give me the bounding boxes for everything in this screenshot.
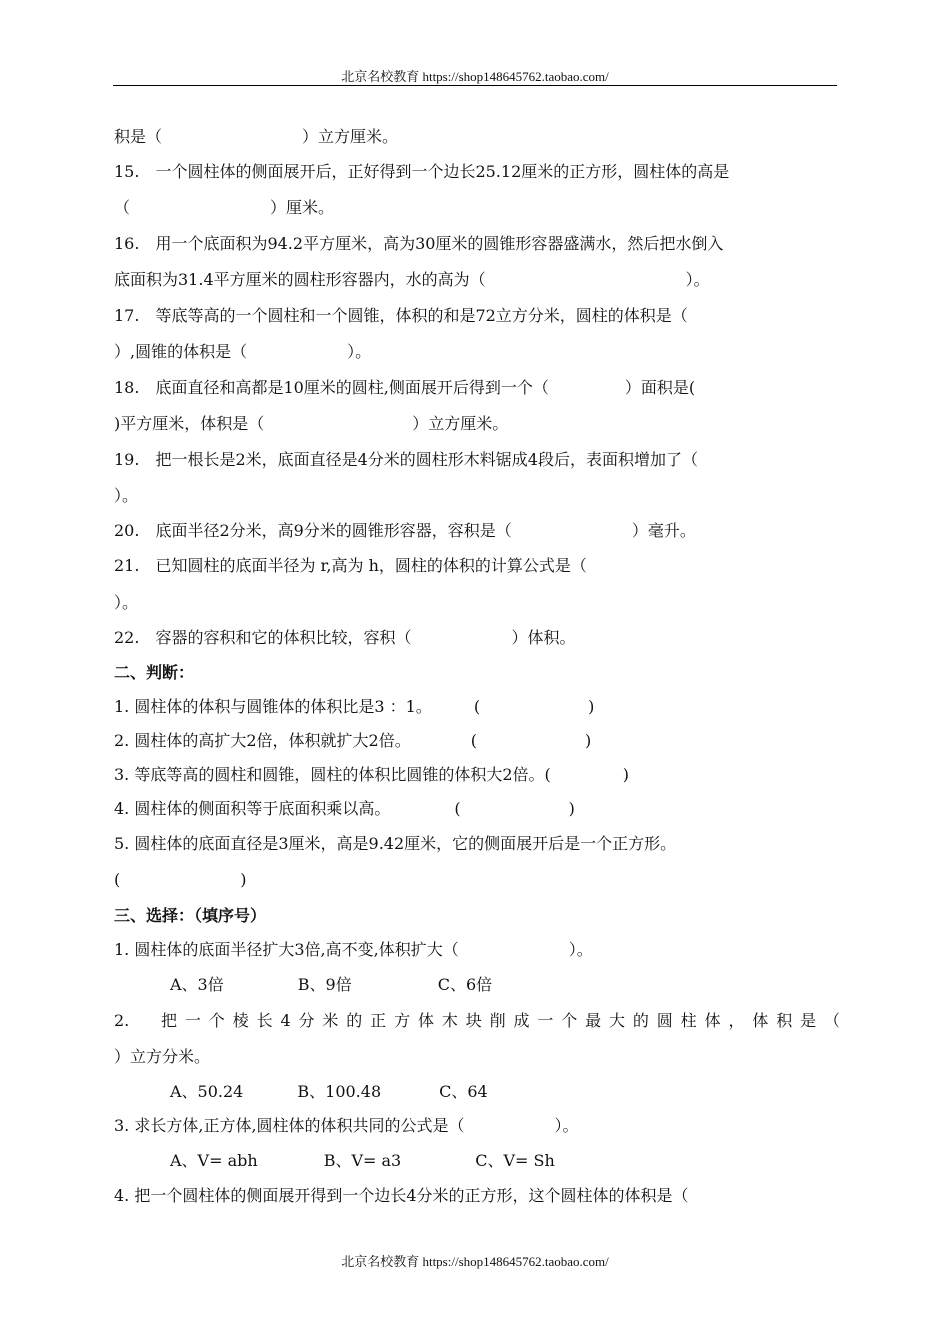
- judge-5-text: 5. 圆柱体的底面直径是3厘米，高是9.42厘米，它的侧面展开后是一个正方形。: [114, 834, 677, 853]
- judge-4-text: 4. 圆柱体的侧面积等于底面积乘以高。: [114, 799, 391, 818]
- choice-3-options: [170, 1151, 896, 1171]
- paren-close: ): [240, 870, 247, 889]
- choice-4-text: 4. 把一个圆柱体的侧面展开得到一个边长4分米的正方形，这个圆柱体的体积是（: [114, 1186, 689, 1205]
- question-17-line2: [114, 342, 840, 362]
- choice-3: [114, 1116, 840, 1136]
- q15-open: （: [114, 198, 131, 217]
- question-20: [114, 521, 840, 541]
- q18-text-b: ）面积是(: [624, 378, 696, 397]
- q15-end: ）厘米。: [270, 198, 335, 217]
- choice-1-options: [170, 975, 896, 995]
- judge-2-text: 2. 圆柱体的高扩大2倍，体积就扩大2倍。: [114, 731, 411, 750]
- paren-open: (: [470, 731, 477, 750]
- q21-end: ）。: [114, 593, 139, 612]
- choice-2-text: 2. 把一个棱长4分米的正方体木块削成一个最大的圆柱体，体积是（: [114, 1011, 840, 1030]
- q17-text2: ）,圆锥的体积是（: [114, 342, 248, 361]
- question-17: [114, 306, 840, 326]
- question-18: [114, 378, 840, 398]
- judge-5-blank-line: [114, 870, 840, 890]
- q17-text: 17. 等底等高的一个圆柱和一个圆锥，体积的和是72立方分米，圆柱的体积是（: [114, 306, 688, 325]
- header-rule: [113, 85, 837, 86]
- q14-end: ）立方厘米。: [302, 127, 399, 146]
- option-b: B、100.48: [297, 1082, 382, 1101]
- paren-close: ): [568, 799, 575, 818]
- paren-open: (: [114, 870, 121, 889]
- option-c: C、V= Sh: [475, 1151, 555, 1170]
- judge-1: [114, 697, 840, 717]
- option-c: C、6倍: [437, 975, 493, 994]
- choice-2-end: ）立方分米。: [114, 1047, 211, 1066]
- q22-text: 22. 容器的容积和它的体积比较，容积（: [114, 628, 412, 647]
- choice-1-text: 1. 圆柱体的底面半径扩大3倍,高不变,体积扩大（: [114, 940, 459, 959]
- judge-5: [114, 834, 840, 854]
- q16-text2: 底面积为31.4平方厘米的圆柱形容器内，水的高为（: [114, 270, 486, 289]
- section-judge-title: 二、判断：: [114, 663, 195, 682]
- choice-1: [114, 940, 840, 960]
- q20-text: 20. 底面半径2分米，高9分米的圆锥形容器，容积是（: [114, 521, 512, 540]
- q15-text: 15. 一个圆柱体的侧面展开后，正好得到一个边长25.12厘米的正方形，圆柱体的高是: [114, 162, 730, 181]
- page-header: 北京名校教育 https://shop148645762.taobao.com/: [341, 69, 609, 84]
- judge-2: [114, 731, 840, 751]
- q14-text: 积是（: [114, 127, 163, 146]
- q20-end: ）毫升。: [631, 521, 696, 540]
- option-a: A、3倍: [170, 975, 224, 994]
- choice-2: [114, 1011, 840, 1031]
- choice-2-line2: [114, 1047, 840, 1067]
- paren-close: ): [588, 697, 595, 716]
- option-b: B、V= a3: [323, 1151, 402, 1170]
- section-choice-title: 三、选择：（填序号）: [114, 906, 267, 925]
- option-a: A、50.24: [170, 1082, 244, 1101]
- choice-1-end: ）。: [568, 940, 593, 959]
- question-16-line2: [114, 270, 840, 290]
- q16-end: ）。: [685, 270, 710, 289]
- q19-text: 19. 把一根长是2米，底面直径是4分米的圆柱形木料锯成4段后，表面积增加了（: [114, 450, 698, 469]
- judge-3: [114, 765, 840, 785]
- question-16: [114, 234, 840, 254]
- judge-4: [114, 799, 840, 819]
- q22-end: ）体积。: [511, 628, 576, 647]
- question-21-line2: [114, 593, 840, 613]
- choice-2-options: [170, 1082, 896, 1102]
- judge-1-text: 1. 圆柱体的体积与圆锥体的体积比是3 ：1。: [114, 697, 432, 716]
- choice-3-text: 3. 求长方体,正方体,圆柱体的体积共同的公式是（: [114, 1116, 465, 1135]
- q21-text: 21. 已知圆柱的底面半径为 r,高为 h，圆柱的体积的计算公式是（: [114, 556, 587, 575]
- judge-3-text: 3. 等底等高的圆柱和圆锥，圆柱的体积比圆锥的体积大2倍。(: [114, 765, 551, 784]
- paren-close: ): [584, 731, 592, 750]
- page-footer: 北京名校教育 https://shop148645762.taobao.com/: [341, 1254, 609, 1269]
- question-18-line2: [114, 414, 840, 434]
- question-21: [114, 556, 840, 576]
- choice-4: [114, 1186, 840, 1206]
- question-19-line2: [114, 486, 840, 506]
- question-19: [114, 450, 840, 470]
- q17-end: ）。: [347, 342, 372, 361]
- q16-text: 16. 用一个底面积为94.2平方厘米，高为30厘米的圆锥形容器盛满水，然后把水倒入: [114, 234, 724, 253]
- question-15: [114, 162, 840, 182]
- option-c: C、64: [439, 1082, 488, 1101]
- q18-text2: )平方厘米，体积是（: [114, 414, 265, 433]
- paren-open: (: [454, 799, 461, 818]
- option-a: A、V= abh: [170, 1151, 258, 1170]
- q19-end: ）。: [114, 486, 139, 505]
- q18-end: ）立方厘米。: [412, 414, 509, 433]
- paren-open: (: [473, 697, 481, 716]
- choice-3-end: ）。: [554, 1116, 579, 1135]
- question-14-tail: [114, 127, 840, 147]
- question-22: [114, 628, 840, 648]
- question-15-blank-line: [114, 198, 840, 218]
- paren-close: ): [622, 765, 630, 784]
- q18-text: 18. 底面直径和高都是10厘米的圆柱,侧面展开后得到一个（: [114, 378, 549, 397]
- option-b: B、9倍: [297, 975, 352, 994]
